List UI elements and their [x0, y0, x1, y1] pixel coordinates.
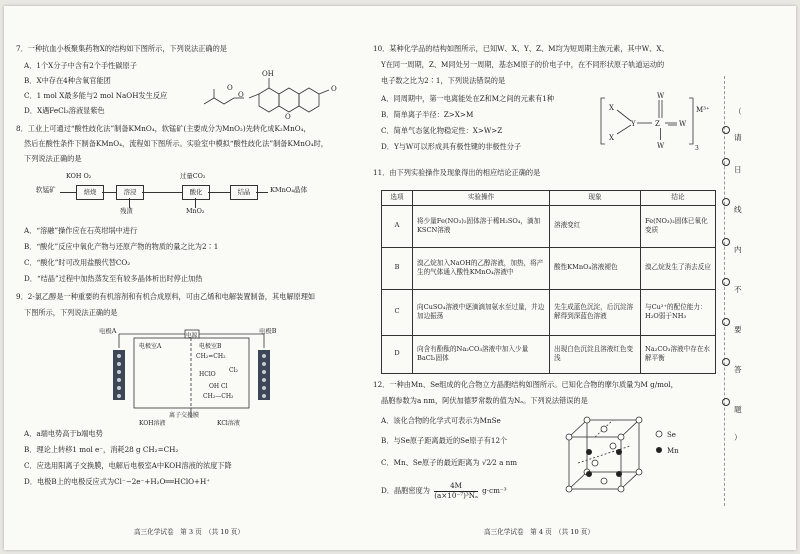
q7-label-o4: O: [331, 85, 337, 93]
col-operation: 实验操作: [413, 191, 550, 206]
row-phenomenon: 先生成蓝色沉淀，后沉淀溶解得到深蓝色溶液: [550, 289, 641, 335]
seal-char: 要: [734, 325, 742, 334]
formula-subscript: 3: [695, 145, 699, 152]
page-4-footer: 高三化学试卷 第 4 页 （共 10 页）: [484, 528, 594, 536]
q9-option-b: B．理论上转移1 mol e⁻，消耗28 g CH₂=CH₂: [24, 445, 179, 454]
row-operation: 向CuSO₄溶液中逐滴滴加氨水至过量，并边加边振荡: [413, 289, 550, 335]
q7-structure: [199, 64, 359, 122]
flow-start: 软锰矿: [36, 186, 56, 194]
seal-char: ）: [734, 433, 742, 442]
product-label: OH Cl: [209, 383, 228, 390]
row-conclusion: Na₂CO₃溶液中存在水解平衡: [641, 335, 716, 373]
atom-z: Z: [655, 120, 660, 128]
row-phenomenon: 溶液变红: [550, 205, 641, 247]
species-hclo: HClO: [199, 371, 216, 378]
q9-option-a: A．a端电势高于b端电势: [24, 429, 103, 438]
row-option: B: [382, 247, 413, 289]
q7-label-o3: O: [285, 113, 291, 121]
seal-char: 答: [734, 365, 742, 374]
q12-stem-2: 晶胞参数为a nm，阿伏加德罗常数的值为Nₐ。下列说法错误的是: [381, 396, 588, 405]
q12-stem-1: 12．一种由Mn、Se组成的化合物立方晶胞结构如图所示。已知化合物的摩尔质量为M g/mol，: [373, 380, 678, 389]
q10-stem-2: Y在同一周期，Z、M同处另一周期，基态M原子的价电子中，在不同形状原子轨道运动的: [381, 60, 665, 69]
table-row: [382, 247, 716, 289]
row-operation: 将少量Fe(NO₃)₂固体溶于稀H₂SO₄，滴加KSCN溶液: [413, 205, 550, 247]
q7-option-d: D．X遇FeCl₃溶液显紫色: [24, 106, 105, 115]
row-conclusion: 与Cu²⁺的配位能力：H₂O弱于NH₃: [641, 289, 716, 335]
q12-option-a: A．该化合物的化学式可表示为MnSe: [381, 416, 501, 425]
row-conclusion: 溴乙烷发生了消去反应: [641, 247, 716, 289]
q12-unit-cell: [559, 412, 649, 502]
power-label: 电源: [186, 333, 198, 339]
koh-label: KOH溶液: [139, 420, 166, 426]
membrane-label: 离子交换膜: [169, 412, 200, 419]
q10-option-c: C．简单气态氢化物稳定性：X>W>Z: [381, 126, 503, 135]
page-3-footer: 高三化学试卷 第 3 页 （共 10 页）: [134, 528, 244, 536]
q9-option-c: C．应选用阳离子交换膜，电解后电极室A中KOH溶液的浓度下降: [24, 461, 232, 470]
q8-stem-1: 8．工业上可通过“酸性歧化法”制备KMnO₄，软锰矿(主要成分为MnO₂)先转化成K₂MnO₄，: [16, 124, 311, 133]
q10-stem-1: 10．某种化学品的结构如图所示，已知W、X、Y、Z、M均为短周期主族元素，其中W、X、: [373, 44, 669, 53]
atom-x2: X: [609, 134, 614, 142]
q9-stem-2: 下图所示，下列说法正确的是: [24, 308, 118, 317]
q7-label-o1: O: [238, 91, 244, 99]
q9-electrolysis-diagram: [99, 328, 289, 426]
q10-formula: [597, 88, 715, 152]
seal-char: 不: [734, 285, 742, 294]
chamber-b-label: 电极室B: [199, 343, 222, 350]
q10-option-d: D．Y与W可以形成具有极性键的非极性分子: [381, 142, 522, 151]
flow-step-leach: 溶浸: [116, 185, 144, 200]
q7-option-a: A．1个X分子中含有2个手性碳原子: [24, 61, 137, 70]
q8-option-c: C．“酸化”时可改用盐酸代替CO₂: [24, 258, 131, 267]
row-option: D: [382, 335, 413, 373]
chamber-a-label: 电极室A: [139, 343, 162, 350]
q7-label-oh: OH: [262, 70, 274, 78]
seal-line-margin: [716, 6, 796, 550]
col-conclusion: 结论: [641, 191, 716, 206]
q8-option-b: B．“酸化”反应中氧化产物与还原产物的物质的量之比为2∶1: [24, 242, 219, 251]
q9-option-d: D．电极B上的电极反应式为Cl⁻−2e⁻+H₂O══HClO+H⁺: [24, 477, 211, 486]
flow-step-crystallize: 结晶: [230, 185, 258, 200]
q12-option-b: B．与Se原子距离最近的Se原子有12个: [381, 436, 508, 445]
q8-option-d: D．“结晶”过程中加热蒸发至有较多晶体析出时停止加热: [24, 274, 203, 283]
flow-residue: 残渣: [120, 207, 133, 215]
atom-y: Y: [631, 120, 636, 128]
q7-option-b: B．X中存在4种含氧官能团: [24, 76, 111, 85]
atom-w2: W: [657, 142, 665, 150]
q8-option-a: A．“溶融”操作应在石英坩埚中进行: [24, 226, 138, 235]
q9-stem-1: 9．2-氯乙醇是一种重要的有机溶剂和有机合成原料，可由乙烯和电解装置制备，其电解原理如: [16, 292, 316, 301]
table-row: [382, 335, 716, 373]
seal-char: （: [734, 107, 742, 116]
seal-char: 日: [734, 165, 742, 174]
row-operation: 溴乙烷加入NaOH的乙醇溶液，加热，将产生的气体通入酸性KMnO₄溶液中: [413, 247, 550, 289]
q8-stem-2: 然后在酸性条件下制备KMnO₄，流程如下图所示。实验室中模拟“酸性歧化法”制备KMnO₄时，: [24, 139, 328, 148]
col-phenomenon: 现象: [550, 191, 641, 206]
q10-option-a: A．同周期中，第一电离能处在Z和M之间的元素有1种: [381, 94, 555, 103]
q12-density-denominator: (a×10⁻⁷)³Nₐ: [434, 490, 478, 500]
seal-char: 内: [734, 245, 742, 254]
q12-density-numerator: 4M: [434, 482, 478, 492]
atom-w1: W: [657, 92, 665, 100]
table-row: [382, 205, 716, 247]
row-conclusion: Fe(NO₃)₂固体已氧化变质: [641, 205, 716, 247]
flow-step-roast: 焙烧: [76, 185, 104, 200]
legend-se: Se: [667, 431, 676, 439]
seal-char: 题: [734, 405, 742, 414]
q7-stem: 7．一种抗血小板聚集药物X的结构如下图所示，下列说法正确的是: [16, 44, 227, 53]
q8-stem-3: 下列说法正确的是: [24, 154, 82, 163]
exam-sheet: [4, 6, 796, 550]
flow-mno2: MnO₂: [186, 207, 205, 215]
species-ethylene: CH₂=CH₂: [196, 353, 226, 360]
q12-option-d-text: D．晶胞密度为: [381, 486, 430, 496]
product-label-2: CH₂—CH₂: [203, 393, 234, 400]
flow-end: KMnO₄晶体: [270, 186, 308, 194]
flow-step-acidify: 酸化: [182, 185, 210, 200]
row-phenomenon: 酸性KMnO₄溶液褪色: [550, 247, 641, 289]
electrode-b-label: 电极B: [259, 328, 277, 335]
q11-stem: 11．由下列实验操作及现象得出的相应结论正确的是: [373, 168, 541, 177]
q7-option-c: C．1 mol X最多能与2 mol NaOH发生反应: [24, 91, 168, 100]
legend-mn: Mn: [667, 447, 679, 455]
table-row: [382, 289, 716, 335]
row-operation: 向含有酚酞的Na₂CO₃溶液中加入少量BaCl₂固体: [413, 335, 550, 373]
seal-char: 请: [734, 133, 742, 142]
atom-m: M³⁺: [696, 106, 710, 114]
q12-option-c: [381, 458, 517, 469]
atom-x1: X: [609, 104, 614, 112]
q12-option-c-text: C．Mn、Se原子的最近距离为: [381, 458, 480, 467]
q12-option-c-unit: a nm: [499, 458, 518, 467]
atom-w3: W: [679, 120, 687, 128]
q10-stem-3: 电子数之比为2∶1，下列说法错误的是: [381, 76, 506, 85]
q12-option-c-fraction: √2⁄2: [481, 458, 497, 467]
row-phenomenon: 出现白色沉淀且溶液红色变浅: [550, 335, 641, 373]
q7-label-o2: O: [227, 84, 233, 92]
col-option: 选项: [382, 191, 413, 206]
q12-option-d-unit: g·cm⁻³: [482, 486, 507, 496]
q12-legend: [653, 426, 703, 460]
row-option: A: [382, 205, 413, 247]
electrode-a-label: 电极A: [99, 328, 117, 335]
seal-char: 线: [734, 205, 742, 214]
flow-reagents-1: KOH O₂: [66, 172, 92, 180]
q12-density-fraction: [434, 482, 478, 500]
flow-reagents-3: 过量CO₂: [180, 172, 206, 180]
q12-option-d: [381, 482, 507, 500]
q11-table: [381, 190, 716, 374]
species-cl2: Cl₂: [229, 367, 238, 374]
kcl-label: KCl溶液: [217, 420, 240, 426]
q10-option-b: B．简单离子半径：Z>X>M: [381, 110, 474, 119]
row-option: C: [382, 289, 413, 335]
